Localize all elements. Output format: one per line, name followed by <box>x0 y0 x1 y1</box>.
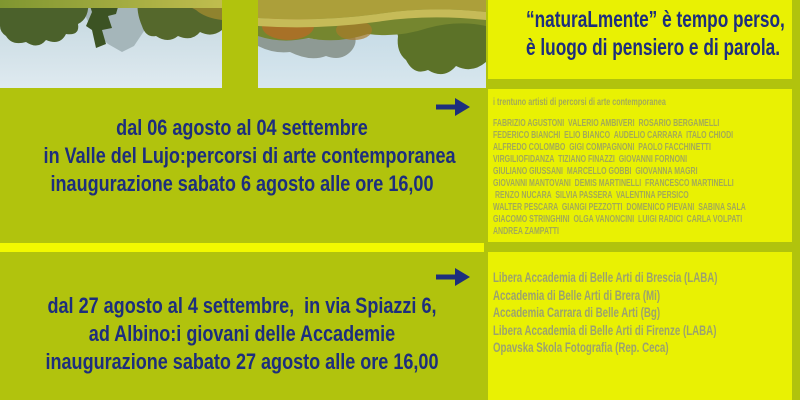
event-albino-dates: dal 27 agosto al 4 settembre, in via Spiazzi 6, <box>47 293 437 318</box>
academy-row: Libera Accademia di Belle Arti di Firenze (LABA) <box>493 322 717 338</box>
horizontal-divider <box>0 243 484 252</box>
right-arrow-icon <box>436 96 470 118</box>
artist-row: ANDREA ZAMPATTI <box>493 226 559 237</box>
inverted-landscape-photo-left <box>0 0 222 88</box>
inverted-landscape-photo-right <box>258 0 486 88</box>
event-albino-opening: inaugurazione sabato 27 agosto alle ore 16,00 <box>45 349 439 374</box>
artists-list-header: i trentuno artisti di percorsi di arte contemporanea <box>493 97 666 108</box>
event-albino-accademie <box>0 252 484 400</box>
quote-line-2: è luogo di pensiero e di parola. <box>526 34 781 60</box>
artist-row: GIOVANNI MANTOVANI DEMIS MARTINELLI FRANCESCO MARTINELLI <box>493 178 734 189</box>
quote-line-1: “naturaLmente” è tempo perso, <box>526 6 785 32</box>
artist-row: VIRGILIOFIDANZA TIZIANO FINAZZI GIOVANNI FORNONI <box>493 154 688 165</box>
academy-row: Accademia di Belle Arti di Brera (Mi) <box>493 287 661 303</box>
artists-list-block <box>488 89 792 242</box>
artist-row: WALTER PESCARA GIANGI PEZZOTTI DOMENICO PIEVANI SABINA SALA <box>493 202 746 213</box>
event-valle-del-lujo <box>0 88 484 243</box>
artist-row: FABRIZIO AGUSTONI VALERIO AMBIVERI ROSARIO BERGAMELLI <box>493 118 720 129</box>
artist-row: ALFREDO COLOMBO GIGI COMPAGNONI PAOLO FACCHINETTI <box>493 142 711 153</box>
right-arrow-icon <box>436 266 470 288</box>
artist-row: FEDERICO BIANCHI ELIO BIANCO AUDELIO CARRARA ITALO CHIODI <box>493 130 734 141</box>
artist-row: RENZO NUCARA SILVIA PASSERA VALENTINA PERSICO <box>493 190 689 201</box>
artist-row: GIULIANO GIUSSANI MARCELLO GOBBI GIOVANNA MAGRI <box>493 166 698 177</box>
event-valle-opening: inaugurazione sabato 6 agosto alle ore 16,00 <box>50 171 434 196</box>
academy-row: Accademia Carrara di Belle Arti (Bg) <box>493 305 661 321</box>
artist-row: GIACOMO STRINGHINI OLGA VANONCINI LUIGI RADICI CARLA VOLPATI <box>493 214 743 225</box>
title-quote-block <box>488 0 792 79</box>
academy-row: Opavska Skola Fotografia (Rep. Ceca) <box>493 340 669 356</box>
event-valle-dates: dal 06 agosto al 04 settembre <box>116 115 368 140</box>
event-albino-location: ad Albino:i giovani delle Accademie <box>88 321 396 346</box>
academy-row: Libera Accademia di Belle Arti di Brescia (LABA) <box>493 270 718 285</box>
event-valle-location: in Valle del Lujo:percorsi di arte contemporanea <box>43 143 456 168</box>
academies-list-block <box>488 252 792 400</box>
